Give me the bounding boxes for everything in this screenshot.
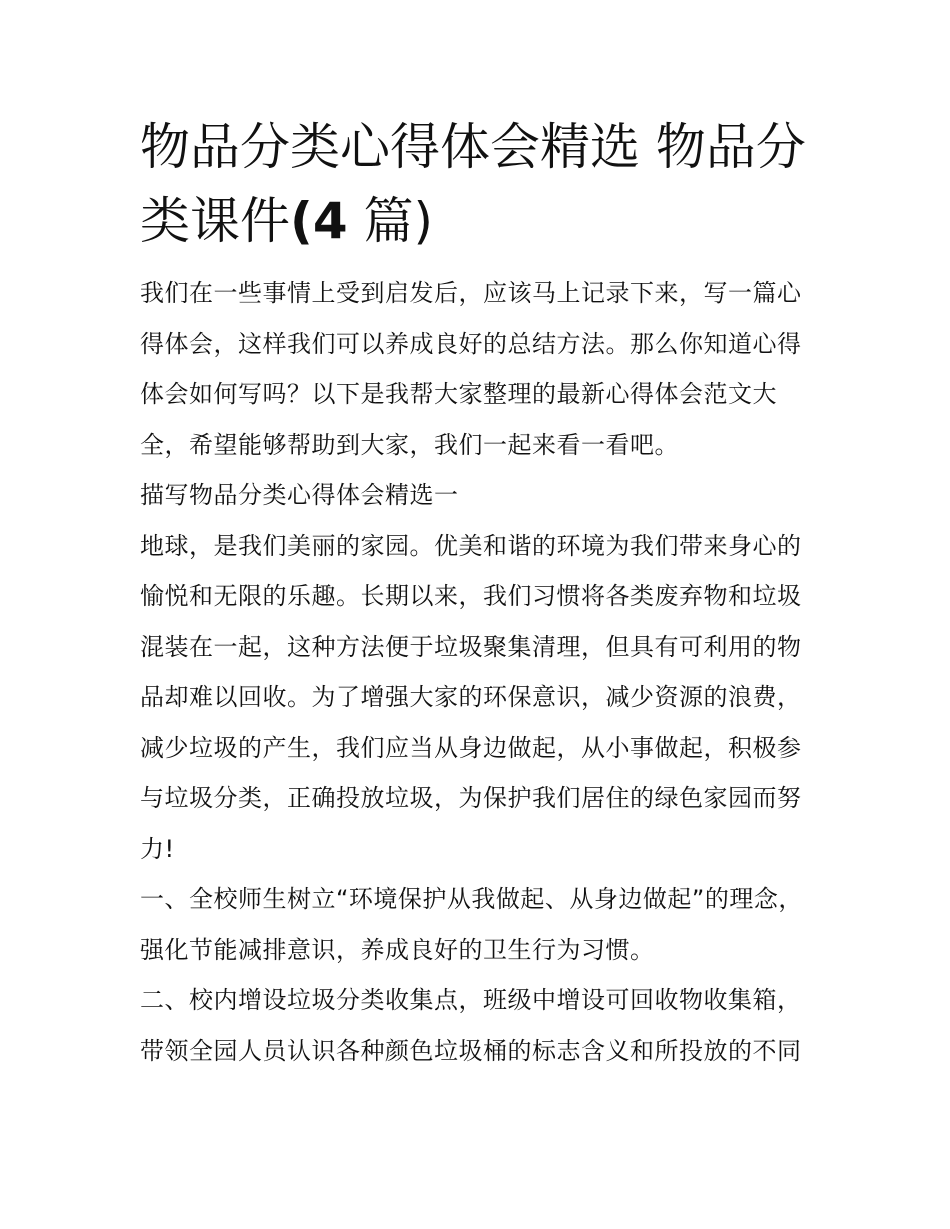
list-item-2: 二、校内增设垃圾分类收集点，班级中增设可回收物收集箱，带领全园人员认识各种颜色垃圾桶的标志含义和所投放的不同 <box>140 986 802 1065</box>
title-suffix: 篇) <box>347 192 434 250</box>
body-paragraph: 地球，是我们美丽的家园。优美和谐的环境为我们带来身心的愉悦和无限的乐趣。长期以来，我们习惯将各类废弃物和垃圾混装在一起，这种方法便于垃圾聚集清理，但具有可利用的物品却难以回收。为了增强大家的环保意识，减少资源的浪费，减少垃圾的产生，我们应当从身边做起，从小事做起，积极参与垃圾分类，正确投放垃圾，为保护我们居住的绿色家园而努力! <box>140 531 802 863</box>
section-heading: 描写物品分类心得体会精选一 <box>140 481 459 509</box>
title-text: 物品分类心得体会精选 物品分类课件 <box>140 118 806 250</box>
document-title <box>140 110 820 258</box>
list-item-1: 一、全校师生树立“环境保护从我做起、从身边做起”的理念，强化节能减排意识，养成良好的卫生行为习惯。 <box>140 885 803 964</box>
title-count: (4 <box>290 192 348 250</box>
intro-paragraph: 我们在一些事情上受到启发后，应该马上记录下来，写一篇心得体会，这样我们可以养成良好的总结方法。那么你知道心得体会如何写吗？以下是我帮大家整理的最新心得体会范文大全，希望能够帮助到大家，我们一起来看一看吧。 <box>140 279 802 459</box>
document-page <box>140 110 820 1076</box>
